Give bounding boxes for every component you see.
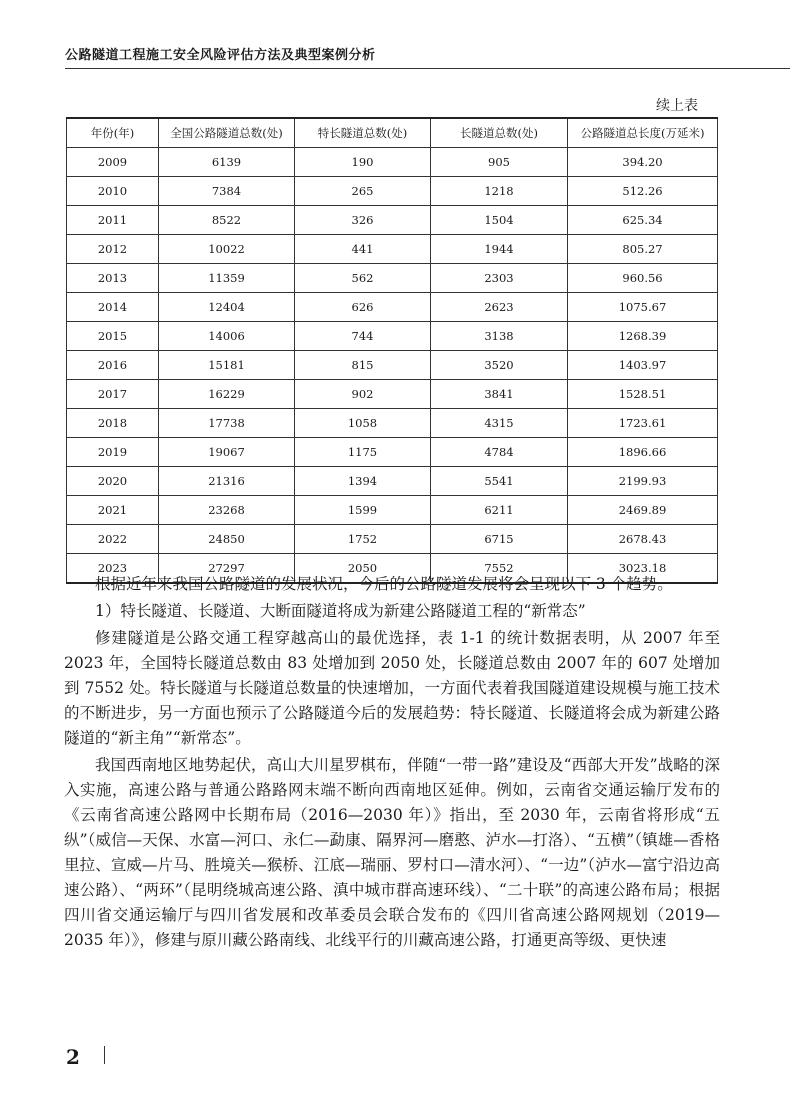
table-cell: 2016 [67,351,159,380]
table-row [67,177,718,206]
table-cell: 1403.97 [568,351,718,380]
table-cell: 562 [295,264,431,293]
table-cell: 1896.66 [568,438,718,467]
table-cell: 14006 [159,322,295,351]
table-cell: 4315 [431,409,568,438]
table-row [67,380,718,409]
table-cell: 27297 [159,554,295,584]
table-row [67,438,718,467]
table-row [67,467,718,496]
running-header: 公路隧道工程施工安全风险评估方法及典型案例分析 [65,48,376,63]
table-cell: 1528.51 [568,380,718,409]
table-cell: 815 [295,351,431,380]
table-cell: 1504 [431,206,568,235]
table-cell: 8522 [159,206,295,235]
table-row [67,409,718,438]
table-cell: 1723.61 [568,409,718,438]
table-cell: 805.27 [568,235,718,264]
table-cell: 2623 [431,293,568,322]
table-cell: 326 [295,206,431,235]
table-cell: 1058 [295,409,431,438]
column-header: 长隧道总数(处) [431,118,568,148]
table-cell: 2009 [67,148,159,177]
table-row [67,496,718,525]
body-text [64,572,720,955]
table-cell: 2023 [67,554,159,584]
table-cell: 905 [431,148,568,177]
table-cell: 744 [295,322,431,351]
table-row [67,525,718,554]
table-cell: 190 [295,148,431,177]
table-cell: 626 [295,293,431,322]
table-cell: 6139 [159,148,295,177]
table-row [67,351,718,380]
table-row [67,293,718,322]
table-cell: 2017 [67,380,159,409]
table-cell: 5541 [431,467,568,496]
table-row [67,264,718,293]
table-cell: 2012 [67,235,159,264]
paragraph: 修建隧道是公路交通工程穿越高山的最优选择，表 1-1 的统计数据表明，从 2007 年至 2023 年，全国特长隧道总数由 83 处增加到 2050 处，长隧道总数由 2007 年的 607 处增加到 7552 处。特长隧道与长隧道总数量的快速增加，一方面代表着我国隧道建设规模与施工技术的不断进步，另一方面也预示了公路隧道今后的发展趋势：特长隧道、长隧道将会成为新建公路隧道的“新主角”“新常态”。 [64,629,720,747]
table-cell: 2011 [67,206,159,235]
table-header-row [67,118,718,148]
section-heading: 1）特长隧道、长隧道、大断面隧道将成为新建公路隧道工程的“新常态” [95,602,586,620]
table-row [67,322,718,351]
table-cell: 2678.43 [568,525,718,554]
table-cell: 2013 [67,264,159,293]
table-cell: 1175 [295,438,431,467]
column-header: 年份(年) [67,118,159,148]
table-cell: 3520 [431,351,568,380]
table-cell: 1752 [295,525,431,554]
table-cell: 2199.93 [568,467,718,496]
continued-label: 续上表 [656,98,698,114]
table-cell: 7384 [159,177,295,206]
column-header: 全国公路隧道总数(处) [159,118,295,148]
page-number-divider [104,1046,105,1064]
table-cell: 23268 [159,496,295,525]
table-cell: 625.34 [568,206,718,235]
table-cell: 3023.18 [568,554,718,584]
table-cell: 7552 [431,554,568,584]
page-number: 2 [66,1045,80,1069]
table-cell: 12404 [159,293,295,322]
table-cell: 2050 [295,554,431,584]
table-row [67,148,718,177]
table-row [67,206,718,235]
column-header: 特长隧道总数(处) [295,118,431,148]
table-cell: 16229 [159,380,295,409]
table-cell: 11359 [159,264,295,293]
table-cell: 394.20 [568,148,718,177]
table-cell: 24850 [159,525,295,554]
table-cell: 2018 [67,409,159,438]
table-cell: 960.56 [568,264,718,293]
table-cell: 6715 [431,525,568,554]
table-cell: 1944 [431,235,568,264]
table-cell: 21316 [159,467,295,496]
table-cell: 1268.39 [568,322,718,351]
table-cell: 17738 [159,409,295,438]
header-rule [65,68,790,69]
table-cell: 1599 [295,496,431,525]
table-cell: 2469.89 [568,496,718,525]
table-row [67,235,718,264]
tunnel-statistics-table [66,117,718,584]
table-cell: 2019 [67,438,159,467]
paragraph: 根据近年来我国公路隧道的发展状况，今后的公路隧道发展将会呈现以下 3 个趋势。 [95,575,673,593]
table-cell: 265 [295,177,431,206]
table-cell: 6211 [431,496,568,525]
table-cell: 2014 [67,293,159,322]
paragraph: 我国西南地区地势起伏，高山大川星罗棋布，伴随“一带一路”建设及“西部大开发”战略的深入实施，高速公路与普通公路路网末端不断向西南地区延伸。例如，云南省交通运输厅发布的《云南省高速公路网中长期布局（2016—2030 年）》指出，至 2030 年，云南省将形成“五纵”（威信—天保、水富—河口、永仁—勐康、隔界河—磨憨、泸水—打洛）、“五横”（镇雄—香格里拉、宣威—片马、胜境关—猴桥、江底—瑞丽、罗村口—清水河）、“一边”（泸水—富宁沿边高速公路）、“两环”（昆明绕城高速公路、滇中城市群高速环线）、“二十联”的高速公路布局；根据四川省交通运输厅与四川省发展和改革委员会联合发布的《四川省高速公路网规划（2019—2035 年）》，修建与原川藏公路南线、北线平行的川藏高速公路，打通更高等级、更快速 [64,756,720,949]
table-cell: 2020 [67,467,159,496]
table-cell: 19067 [159,438,295,467]
table-cell: 2010 [67,177,159,206]
table-cell: 2021 [67,496,159,525]
table-cell: 441 [295,235,431,264]
table-cell: 2303 [431,264,568,293]
table-cell: 1075.67 [568,293,718,322]
column-header: 公路隧道总长度(万延米) [568,118,718,148]
table-cell: 2015 [67,322,159,351]
table-cell: 2022 [67,525,159,554]
table-cell: 3841 [431,380,568,409]
table-cell: 902 [295,380,431,409]
table-cell: 1394 [295,467,431,496]
table-cell: 512.26 [568,177,718,206]
table-cell: 3138 [431,322,568,351]
table-cell: 10022 [159,235,295,264]
table-cell: 4784 [431,438,568,467]
table-cell: 15181 [159,351,295,380]
table-cell: 1218 [431,177,568,206]
